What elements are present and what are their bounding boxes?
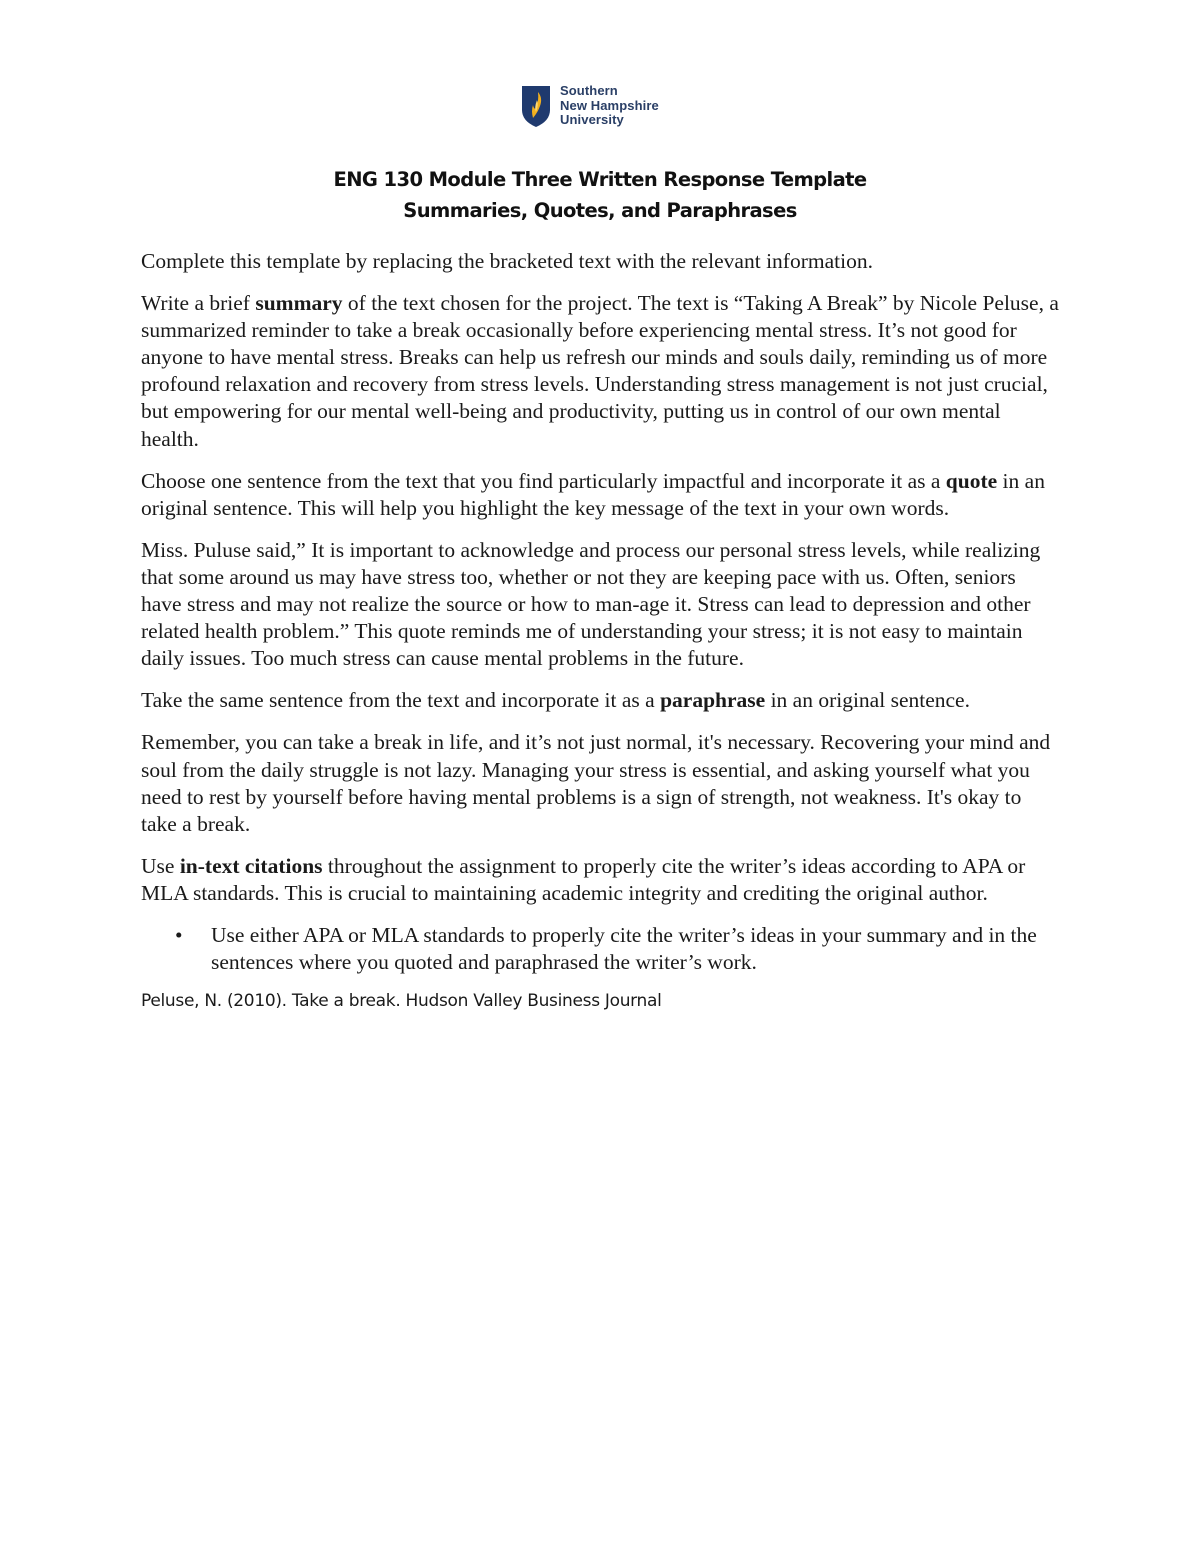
shield-flame-icon [521, 84, 551, 128]
bullet-icon: • [175, 922, 183, 947]
citation-paragraph [141, 853, 1061, 907]
citation-keyword: in-text citations [179, 853, 323, 878]
summary-response: The text is “Taking A Break” by Nicole Peluse, a summarized reminder to take a break occasionally before experiencing mental stress. It’s not good for anyone to have mental stress. Breaks can help us refresh our minds and souls daily, reminding us of more profound relaxation and recovery from stress levels. Understanding stress management is not just crucial, but empowering for our mental well-being and productivity, putting us in control of our own mental health. [141, 291, 1059, 451]
list-item-text: Use either APA or MLA standards to properly cite the writer’s ideas in your summary and in the sentences where you quoted and paraphrased the writer’s work. [211, 922, 1037, 975]
document-body [141, 248, 1061, 1012]
logo-line-1: Southern [560, 83, 618, 99]
intro-paragraph: Complete this template by replacing the bracketed text with the relevant information. [141, 249, 873, 273]
summary-paragraph [141, 290, 1061, 453]
summary-prompt-post: of the text chosen for the project. [342, 291, 633, 316]
reference-citation: Peluse, N. (2010). Take a break. Hudson Valley Business Journal [141, 991, 662, 1012]
paraphrase-keyword: paraphrase [660, 688, 766, 713]
quote-prompt-pre: Choose one sentence from the text that you find particularly impactful and incorporate it as a [141, 468, 946, 493]
citation-prompt-pre: Use [141, 853, 180, 878]
logo-line-3: University [560, 112, 624, 128]
list-item [175, 922, 1061, 976]
summary-keyword: summary [255, 291, 343, 316]
document-heading [0, 164, 1200, 226]
logo-wordmark [560, 84, 659, 128]
paraphrase-prompt-pre: Take the same sentence from the text and incorporate it as a [141, 688, 661, 713]
quote-prompt-paragraph [141, 468, 1061, 522]
logo-line-2: New Hampshire [560, 97, 659, 113]
citation-bullet-list [141, 922, 1061, 976]
paraphrase-prompt-paragraph [141, 687, 1061, 714]
quote-prompt-post: in an original sentence. This will help you highlight the key message of the text in your own words. [141, 468, 1045, 520]
citation-prompt-post: throughout the assignment to properly cite the writer’s ideas according to APA or MLA standards. This is crucial to maintaining academic integrity and crediting the original author. [141, 853, 1026, 905]
paraphrase-prompt-post: in an original sentence. [765, 688, 970, 713]
page-title: ENG 130 Module Three Written Response Template [333, 168, 867, 191]
summary-prompt-pre: Write a brief [141, 291, 256, 316]
paraphrase-response-paragraph: Remember, you can take a break in life, and it’s not just normal, it's necessary. Recovering your mind and soul from the daily struggle is not lazy. Managing your stress is essential, and asking yourself what you need to rest by yourself before having mental problems is a sign of strength, not weakness. It's okay to take a break. [141, 730, 1051, 836]
page-subtitle: Summaries, Quotes, and Paraphrases [403, 199, 797, 222]
quote-keyword: quote [945, 468, 998, 493]
snhu-logo [521, 84, 659, 128]
quote-response-paragraph: Miss. Puluse said,” It is important to acknowledge and process our personal stress levels, while realizing that some around us may have stress too, whether or not they are keeping pace with us. Often, seniors have stress and may not realize the source or how to man-age it. Stress can lead to depression and other related health problem.” This quote reminds me of understanding your stress; it is not easy to maintain daily issues. Too much stress can cause mental problems in the future. [141, 537, 1041, 671]
